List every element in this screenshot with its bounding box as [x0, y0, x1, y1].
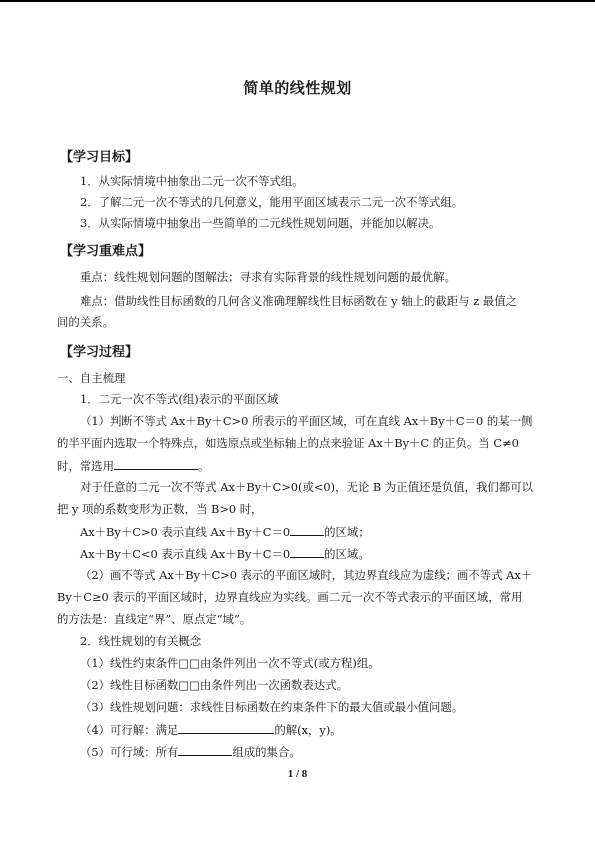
- difficulty-text-1: 难点：借助线性目标函数的几何含义准确理解线性目标函数在 y 轴上的截距与 z 最值之: [80, 294, 517, 308]
- inequality-less-text: Ax＋By＋C<0 表示直线 Ax＋By＋C＝0: [80, 547, 291, 561]
- fill-blank: [114, 457, 198, 470]
- heading-key-points: 【学习重难点】: [60, 244, 152, 259]
- inequality-greater-line: [80, 523, 370, 540]
- paragraph-1-line-1: （1）判断不等式 Ax＋By＋C>0 所表示的平面区域，可在直线 Ax＋By＋C＝0 的某一侧: [80, 414, 533, 428]
- paragraph-2-line-1: 对于任意的二元一次不等式 Ax＋By＋C>0(或<0)，无论 B 为正值还是负值，我们都可以: [80, 480, 533, 494]
- fill-blank: [290, 523, 324, 536]
- key-point-text: 重点：线性规划问题的图解法；寻求有实际背景的线性规划问题的最优解。: [80, 270, 456, 284]
- concept-5-suffix: 组成的集合。: [232, 745, 301, 759]
- paragraph-1-text-after-blank: 。: [197, 459, 210, 473]
- subsection-1-heading: 1．二元一次不等式(组)表示的平面区域: [80, 392, 279, 406]
- inequality-greater-suffix: 的区域；: [324, 525, 370, 539]
- concept-3: （3）线性规划问题：求线性目标函数在约束条件下的最大值或最小值问题。: [80, 700, 464, 714]
- concept-4-text: （4）可行解：满足: [80, 723, 179, 737]
- concept-5-text: （5）可行域：所有: [80, 745, 179, 759]
- paragraph-3-line-3: 的方法是：直线定“界”、原点定“域”。: [57, 612, 252, 626]
- concept-1: （1）线性约束条件□□由条件列出一次不等式(或方程)组。: [80, 656, 380, 670]
- difficulty-text-2: 间的关系。: [57, 315, 114, 329]
- inequality-less-line: [80, 545, 370, 562]
- concept-5-line: [80, 743, 301, 760]
- paragraph-1-line-3: [57, 457, 209, 474]
- goal-item-3: 3．从实际情境中抽象出一些简单的二元线性规划问题，并能加以解决。: [80, 216, 441, 230]
- concept-2: （2）线性目标函数□□由条件列出一次函数表达式。: [80, 678, 348, 692]
- page-number: 1 / 8: [287, 768, 308, 780]
- concept-4-line: [80, 721, 342, 738]
- goal-item-1: 1．从实际情境中抽象出二元一次不等式组。: [80, 174, 304, 188]
- inequality-greater-text: Ax＋By＋C>0 表示直线 Ax＋By＋C＝0: [80, 525, 291, 539]
- header-rule: [0, 0, 595, 2]
- goal-item-2: 2．了解二元一次不等式的几何意义，能用平面区域表示二元一次不等式组。: [80, 195, 464, 209]
- part-1-heading: 一、自主梳理: [57, 371, 126, 385]
- heading-learning-process: 【学习过程】: [60, 345, 139, 360]
- fill-blank: [290, 545, 324, 558]
- fill-blank: [178, 743, 232, 756]
- heading-learning-goals: 【学习目标】: [60, 150, 139, 165]
- subsection-2-heading: 2．线性规划的有关概念: [80, 634, 202, 648]
- fill-blank: [178, 721, 274, 734]
- inequality-less-suffix: 的区域。: [324, 547, 370, 561]
- paragraph-1-text-before-blank: 时，常选用: [57, 459, 114, 473]
- paragraph-3-line-2: By＋C≥0 表示的平面区域时，边界直线应为实线。画二元一次不等式表示的平面区域，常用: [57, 590, 523, 604]
- concept-4-suffix: 的解(x，y)。: [274, 723, 342, 737]
- document-title: 简单的线性规划: [243, 79, 352, 97]
- paragraph-1-line-2: 的半平面内选取一个特殊点，如选原点或坐标轴上的点来验证 Ax＋By＋C 的正负。当 C≠0: [57, 436, 519, 450]
- paragraph-2-line-2: 把 y 项的系数变形为正数，当 B>0 时，: [57, 502, 263, 516]
- paragraph-3-line-1: （2）画不等式 Ax＋By＋C>0 表示的平面区域时，其边界直线应为虚线；画不等式 Ax＋: [80, 568, 533, 582]
